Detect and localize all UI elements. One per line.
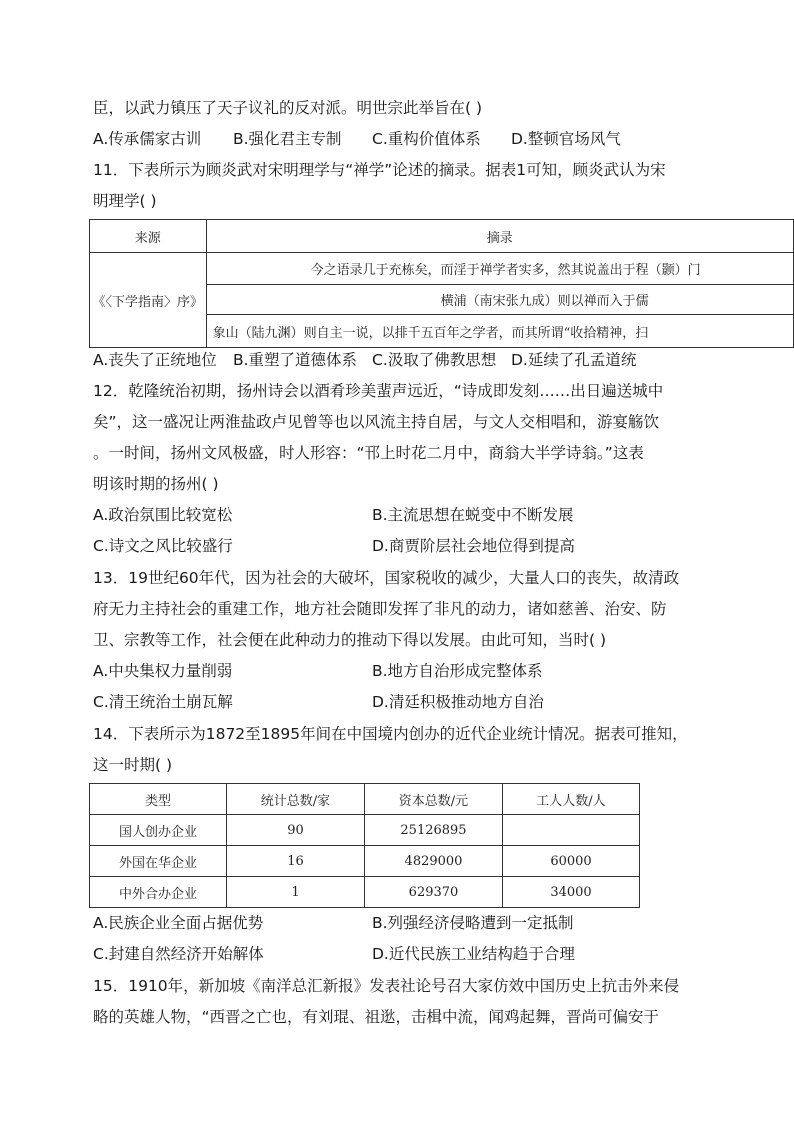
table-cell: 中外合办企业 bbox=[90, 877, 227, 908]
table-row bbox=[90, 815, 640, 846]
table-row bbox=[90, 846, 640, 877]
table-cell: 国人创办企业 bbox=[90, 815, 227, 846]
q11-stem-line1: 11．下表所示为顾炎武对宋明理学与“禅学”论述的摘录。据表1可知，顾炎武认为宋 bbox=[93, 161, 666, 179]
q14-table-header-count: 统计总数/家 bbox=[227, 784, 365, 815]
table-cell: 25126895 bbox=[365, 815, 503, 846]
table-cell bbox=[503, 815, 640, 846]
q12-stem-line2: 矣”，这一盛况让两淮盐政卢见曾等也以风流主持自居，与文人交相唱和，游宴觞饮 bbox=[93, 413, 660, 431]
q12-option-b: B.主流思想在蜕变中不断发展 bbox=[372, 506, 574, 524]
q11-option-c: C.汲取了佛教思想 bbox=[372, 351, 497, 369]
table-cell: 外国在华企业 bbox=[90, 846, 227, 877]
q10-option-d: D.整顿官场风气 bbox=[511, 130, 621, 148]
q12-option-d: D.商贾阶层社会地位得到提高 bbox=[372, 537, 575, 555]
q13-stem-line2: 府无力主持社会的重建工作，地方社会随即发挥了非凡的动力，诸如慈善、治安、防 bbox=[93, 600, 667, 618]
q11-table-excerpt-row2: 横浦（南宋张九成）则以禅而入于儒 bbox=[206, 285, 793, 315]
q14-option-b: B.列强经济侵略遭到一定抵制 bbox=[372, 914, 574, 932]
q13-option-a: A.中央集权力量削弱 bbox=[93, 662, 233, 680]
q11-table-excerpt-row3: 象山（陆九渊）则自主一说，以排千五百年之学者，而其所谓“收拾精神，扫 bbox=[206, 315, 793, 348]
q10-option-b: B.强化君主专制 bbox=[233, 130, 342, 148]
table-cell: 4829000 bbox=[365, 846, 503, 877]
table-cell: 629370 bbox=[365, 877, 503, 908]
q14-stem-line1: 14．下表所示为1872至1895年间在中国境内创办的近代企业统计情况。据表可推知， bbox=[93, 725, 688, 743]
q14-stem-line2: 这一时期( ) bbox=[93, 756, 173, 774]
q11-option-a: A.丧失了正统地位 bbox=[93, 351, 217, 369]
q13-stem-line1: 13．19世纪60年代，因为社会的大破坏，国家税收的减少，大量人口的丧失，故清政 bbox=[93, 569, 680, 587]
q10-option-c: C.重构价值体系 bbox=[372, 130, 481, 148]
q12-stem-line4: 明该时期的扬州( ) bbox=[93, 475, 219, 493]
table-cell: 16 bbox=[227, 846, 365, 877]
table-cell: 60000 bbox=[503, 846, 640, 877]
q14-option-a: A.民族企业全面占据优势 bbox=[93, 914, 264, 932]
q11-table-header-source: 来源 bbox=[90, 220, 207, 253]
q10-stem: 臣，以武力镇压了天子议礼的反对派。明世宗此举旨在( ) bbox=[93, 99, 483, 117]
q11-table bbox=[89, 219, 794, 348]
q12-option-a: A.政治氛围比较宽松 bbox=[93, 506, 233, 524]
q11-table-header-excerpt: 摘录 bbox=[206, 220, 793, 253]
q11-table-excerpt-row1: 今之语录几于充栋矣，而淫于禅学者实多，然其说盖出于程（颢）门 bbox=[206, 253, 793, 285]
q12-option-c: C.诗文之风比较盛行 bbox=[93, 537, 233, 555]
table-row bbox=[90, 877, 640, 908]
q14-table-header-capital: 资本总数/元 bbox=[365, 784, 503, 815]
q10-option-a: A.传承儒家古训 bbox=[93, 130, 202, 148]
table-cell: 34000 bbox=[503, 877, 640, 908]
q11-option-b: B.重塑了道德体系 bbox=[233, 351, 358, 369]
q12-stem-line1: 12．乾隆统治初期，扬州诗会以酒肴珍美蜚声远近，“诗成即发刻……出日遍送城中 bbox=[93, 382, 664, 400]
q11-table-wrapper bbox=[89, 219, 794, 348]
table-cell: 1 bbox=[227, 877, 365, 908]
q14-option-c: C.封建自然经济开始解体 bbox=[93, 945, 264, 963]
q11-table-source-cell: 《〈下学指南〉序》 bbox=[90, 253, 207, 348]
q13-option-d: D.清廷积极推动地方自治 bbox=[372, 693, 544, 711]
q11-option-d: D.延续了孔孟道统 bbox=[511, 351, 637, 369]
q14-option-d: D.近代民族工业结构趋于合理 bbox=[372, 945, 575, 963]
table-cell: 90 bbox=[227, 815, 365, 846]
q15-stem-line1: 15．1910年，新加坡《南洋总汇新报》发表社论号召大家仿效中国历史上抗击外来侵 bbox=[93, 977, 680, 995]
q13-option-b: B.地方自治形成完整体系 bbox=[372, 662, 543, 680]
q15-stem-line2: 略的英雄人物，“西晋之亡也，有刘琨、祖逖，击楫中流，闻鸡起舞，晋尚可偏安于 bbox=[93, 1008, 660, 1026]
q11-stem-line2: 明理学( ) bbox=[93, 192, 157, 210]
q13-option-c: C.清王统治土崩瓦解 bbox=[93, 693, 233, 711]
q14-table-header-type: 类型 bbox=[90, 784, 227, 815]
q14-table-header-workers: 工人人数/人 bbox=[503, 784, 640, 815]
q14-table bbox=[89, 783, 640, 908]
q12-stem-line3: 。一时间，扬州文风极盛，时人形容：“邗上时花二月中，商翁大半学诗翁。”这表 bbox=[93, 444, 644, 462]
q13-stem-line3: 卫、宗教等工作，社会便在此种动力的推动下得以发展。由此可知，当时( ) bbox=[93, 631, 607, 649]
